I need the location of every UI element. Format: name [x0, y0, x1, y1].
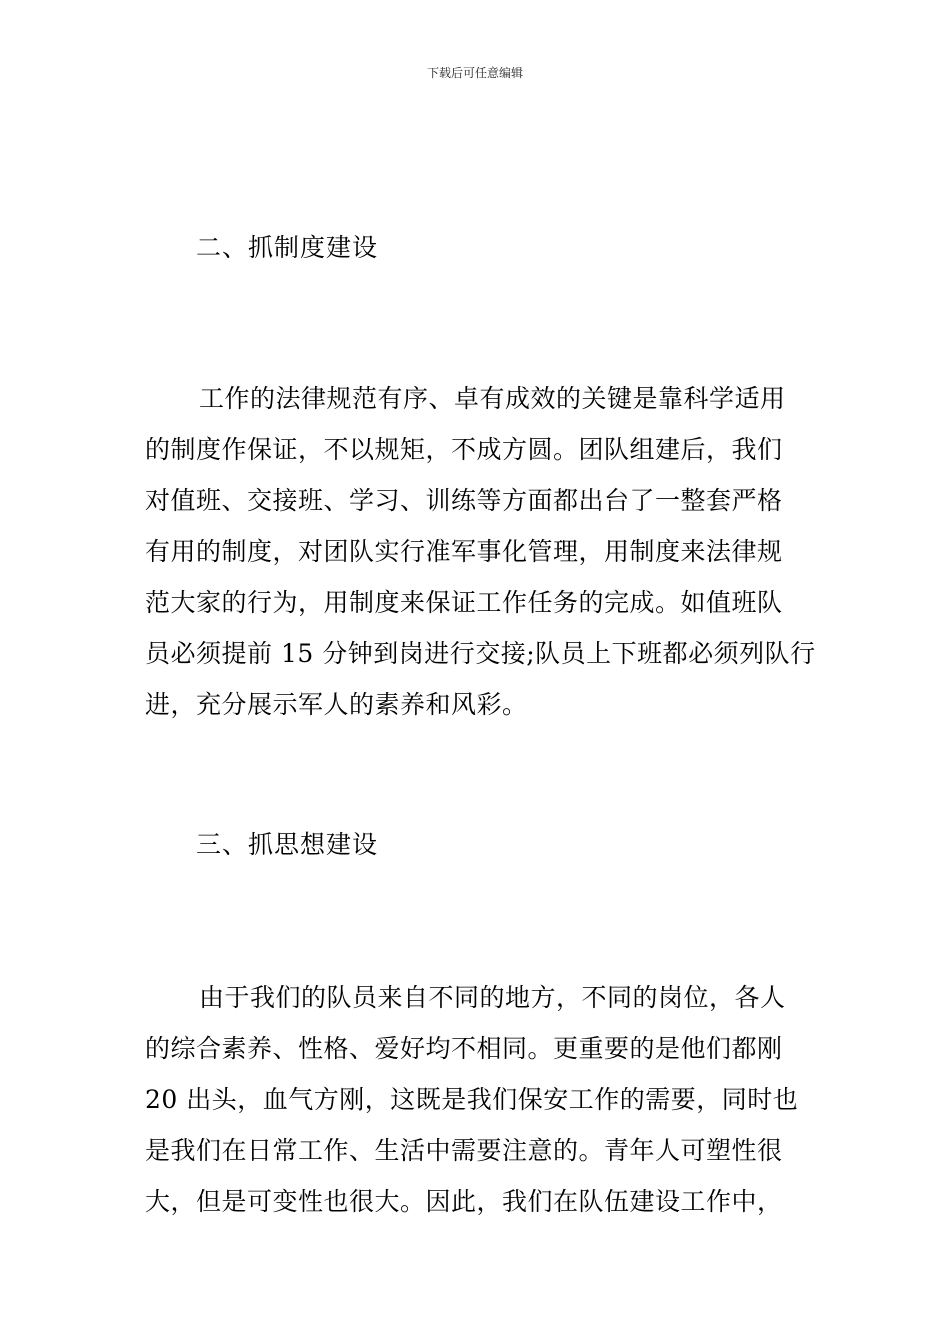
paragraph-line: 的综合素养、性格、爱好均不相同。更重要的是他们都刚: [145, 1034, 783, 1063]
paragraph-line: 对值班、交接班、学习、训练等方面都出台了一整套严格: [145, 486, 783, 515]
page-header: 下载后可任意编辑: [426, 66, 523, 80]
paragraph-line: 是我们在日常工作、生活中需要注意的。青年人可塑性很: [145, 1136, 783, 1165]
paragraph-line: 进，充分展示军人的素养和风彩。: [145, 690, 528, 719]
paragraph-line: 20 出头，血气方刚，这既是我们保安工作的需要，同时也: [145, 1085, 799, 1114]
paragraph-line: 的制度作保证，不以规矩，不成方圆。团队组建后，我们: [145, 435, 783, 464]
paragraph-system: [145, 373, 816, 730]
paragraph-line: 有用的制度，对团队实行准军事化管理，用制度来法律规: [145, 537, 783, 566]
paragraph-line: 工作的法律规范有序、卓有成效的关键是靠科学适用: [199, 384, 786, 413]
section-heading-system: 二、抓制度建设: [196, 233, 379, 262]
paragraph-line: 范大家的行为，用制度来保证工作任务的完成。如值班队: [145, 588, 783, 617]
paragraph-line: 大，但是可变性也很大。因此，我们在队伍建设工作中，: [145, 1187, 783, 1216]
paragraph-thought: [145, 972, 805, 1227]
paragraph-line: 员必须提前 15 分钟到岗进行交接;队员上下班都必须列队行: [145, 639, 816, 668]
paragraph-line: 由于我们的队员来自不同的地方，不同的岗位，各人: [199, 983, 786, 1012]
section-heading-thought: 三、抓思想建设: [196, 830, 379, 859]
